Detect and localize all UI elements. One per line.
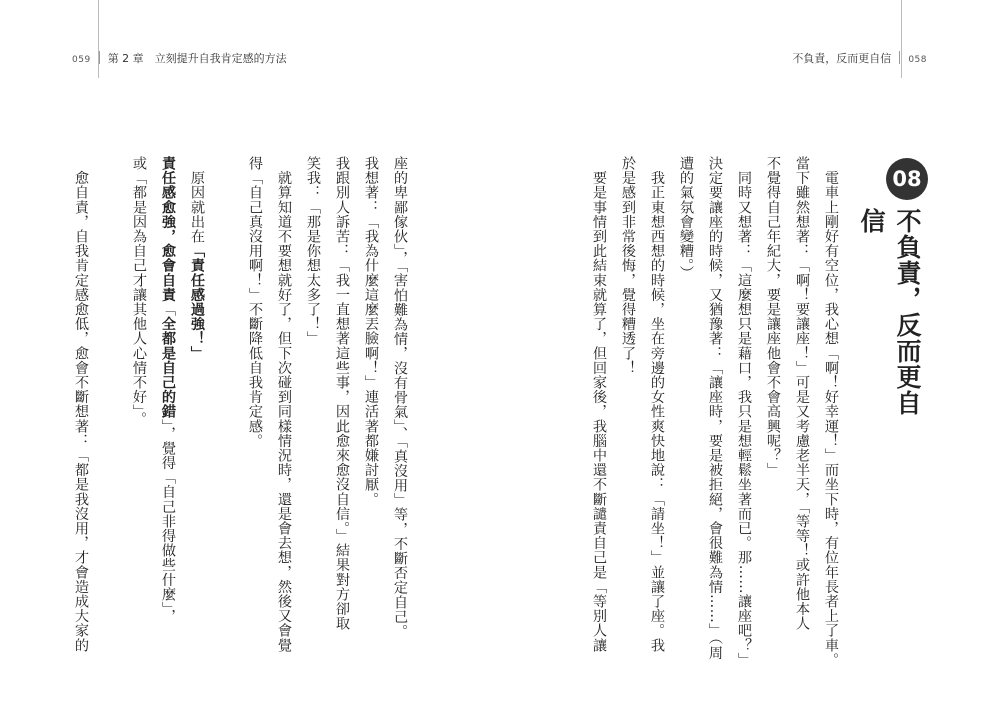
text-segment: 得「自己真沒用啊！」不斷降低自我肯定感。: [247, 156, 263, 448]
text-segment: 我跟別人訴苦：「我一直想著這些事，因此愈來愈沒自信。」結果對方卻取: [334, 156, 350, 631]
text-column: [273, 156, 295, 676]
text-column: [244, 156, 266, 676]
text-segment: 當下雖然想著：「啊！要讓座！」可是又考慮老半天，「等等！或許他本人: [794, 156, 810, 631]
header-separator: [899, 51, 900, 64]
text-column: [157, 156, 179, 676]
text-segment: 同時又想著：「這麼想只是藉口，我只是想輕鬆坐著而已。那……讓座吧？」: [736, 156, 752, 667]
text-segment: 原因就出在: [189, 156, 205, 244]
left-page-header: [72, 50, 287, 66]
text-segment: 我正東想西想的時候，坐在旁邊的女性爽快地說：「請坐！」並讓了座。我: [649, 156, 665, 653]
right-page-header: [792, 50, 927, 66]
text-column: [360, 156, 382, 676]
text-segment: 不覺得自己年紀大，要是讓座他會不會高興呢？」: [765, 156, 781, 478]
text-segment: 笑我：「那是你想太多了！」: [305, 156, 321, 346]
text-column: [389, 156, 411, 676]
bold-text: 責任感愈強，愈會自責: [160, 156, 176, 302]
right-margin-line: [901, 0, 902, 78]
chapter-title: 立刻提升自我肯定感的方法: [154, 52, 287, 65]
text-column: [70, 156, 92, 676]
header-separator: [99, 51, 100, 64]
text-column: [733, 156, 755, 676]
text-column: [762, 156, 784, 676]
text-segment: 座的卑鄙傢伙」，「害怕難為情，沒有骨氣」、「真沒用」等，不斷否定自己。: [392, 156, 408, 639]
bold-text: 「責任感過強！」: [189, 243, 205, 361]
text-column: [588, 156, 610, 676]
text-column: [675, 156, 697, 676]
section-title: 不負責，反而更自信: [857, 208, 922, 416]
text-column: [128, 156, 150, 676]
text-segment: 愈自責，自我肯定感愈低，愈會不斷想著：「都是我沒用，才會造成大家的: [73, 156, 89, 653]
text-column: [820, 156, 842, 676]
right-page-number: 058: [908, 55, 927, 65]
text-segment: 電車上剛好有空位，我心想「啊！好幸運！」而坐下時，有位年長者上了車。: [823, 156, 839, 667]
section-number-badge: 08: [886, 158, 928, 200]
text-column: [791, 156, 813, 676]
text-segment: 或「都是因為自己才讓其他人心情不好」。: [131, 156, 147, 427]
text-segment: 遭的氣氛會變糟。）: [678, 156, 694, 281]
text-segment: 就算知道不要想就好了，但下次碰到同樣情況時，還是會去想，然後又會覺: [276, 156, 292, 653]
text-segment: 於是感到非常後悔，覺得糟透了！: [620, 156, 636, 375]
text-segment: 我想著：「我為什麼這麼丟臉啊！」連活著都嫌討厭。: [363, 156, 379, 507]
text-column: [186, 156, 208, 676]
running-title: 不負責，反而更自信: [792, 52, 892, 65]
chapter-label: 第 2 章: [107, 52, 144, 65]
text-column: [331, 156, 353, 676]
text-segment: 要是事情到此結束就算了，但回家後，我腦中還不斷譴責自己是「等別人讓: [591, 156, 607, 653]
text-column: [617, 156, 639, 676]
text-segment: 決定要讓座的時候，又猶豫著：「讓座時，要是被拒絕，會很難為情……」（周: [707, 156, 723, 660]
text-column: [646, 156, 668, 676]
text-column: [302, 156, 324, 676]
text-segment: 」，覺得「自己非得做些什麼」，: [160, 418, 176, 624]
text-column: [704, 156, 726, 676]
left-margin-line: [98, 0, 99, 78]
left-page-number: 059: [72, 55, 91, 65]
bold-text: 全都是自己的錯: [160, 316, 176, 419]
text-segment: 「: [160, 302, 176, 317]
